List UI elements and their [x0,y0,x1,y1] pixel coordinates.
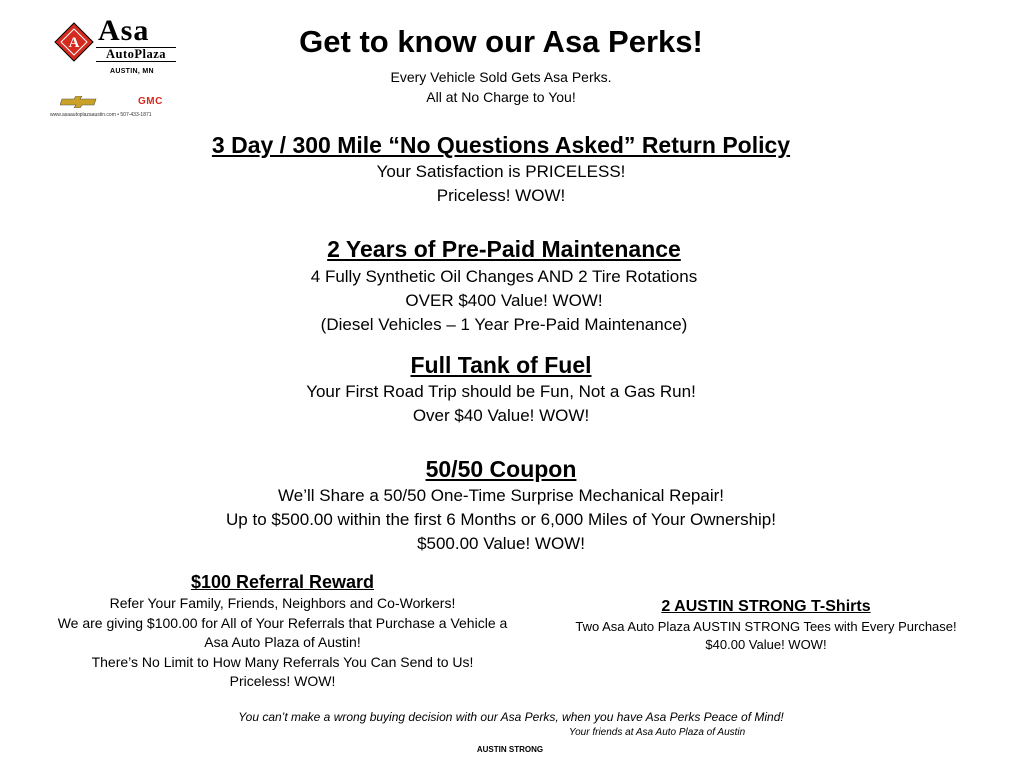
logo-contact: www.asaautoplazaaustin.com • 507-433-1871 [50,112,152,118]
perk-line: Priceless! WOW! [229,673,336,689]
perk-line: (Diesel Vehicles – 1 Year Pre-Paid Maintenance) [320,315,688,334]
perk-heading: 50/50 Coupon [425,456,577,482]
perk-line: Asa Auto Plaza of Austin! [204,634,361,650]
perk-referral [30,570,535,692]
perk-line: $500.00 Value! WOW! [417,534,585,553]
perk-line: Refer Your Family, Friends, Neighbors and Co-Workers! [109,595,456,611]
perk-heading: 3 Day / 300 Mile “No Questions Asked” Return Policy [211,132,791,158]
perk-line: Priceless! WOW! [436,186,566,205]
perk-tshirts [548,596,984,654]
perk-line: Your Satisfaction is PRICELESS! [376,162,626,181]
perk-coupon [0,454,1002,556]
perk-line: We’ll Share a 50/50 One-Time Surprise Mechanical Repair! [278,486,724,505]
perk-line: OVER $400 Value! WOW! [405,291,603,310]
perk-line: Over $40 Value! WOW! [412,406,590,425]
logo-brand: Asa [98,14,150,47]
gmc-logo: GMC [138,96,163,107]
perk-return-policy [0,130,1002,208]
perk-line: Up to $500.00 within the first 6 Months or 6,000 Miles of Your Ownership! [226,510,776,529]
perk-line: $40.00 Value! WOW! [705,637,827,652]
perk-maintenance [0,233,1008,337]
perk-heading: 2 Years of Pre-Paid Maintenance [327,236,681,262]
intro-line-1: Every Vehicle Sold Gets Asa Perks. [390,69,612,85]
signoff: Your friends at Asa Auto Plaza of Austin [569,727,746,738]
perk-line: Two Asa Auto Plaza AUSTIN STRONG Tees with Every Purchase! [575,619,957,634]
perk-fuel [0,350,1002,428]
footer-tagline: AUSTIN STRONG [476,745,544,754]
perk-line: We are giving $100.00 for All of Your Referrals that Purchase a Vehicle a [57,614,508,631]
page-title: Get to know our Asa Perks! [299,24,703,59]
perk-line: There’s No Limit to How Many Referrals You Can Send to Us! [91,653,474,670]
perk-heading: $100 Referral Reward [190,572,375,592]
intro-line-2: All at No Charge to You! [426,89,576,105]
perk-heading: Full Tank of Fuel [410,352,592,378]
perk-line: Your First Road Trip should be Fun, Not a Gas Run! [306,382,696,401]
intro [0,67,1002,107]
logo-city: AUSTIN, MN [110,68,154,75]
logo-subbrand: AutoPlaza [96,47,176,62]
closing-statement: You can’t make a wrong buying decision with our Asa Perks, when you have Asa Perks Peace of Mind! [238,710,784,724]
diamond-letter: A [68,35,80,51]
perk-heading: 2 AUSTIN STRONG T-Shirts [661,598,871,615]
perk-line: 4 Fully Synthetic Oil Changes AND 2 Tire Rotations [310,267,698,286]
